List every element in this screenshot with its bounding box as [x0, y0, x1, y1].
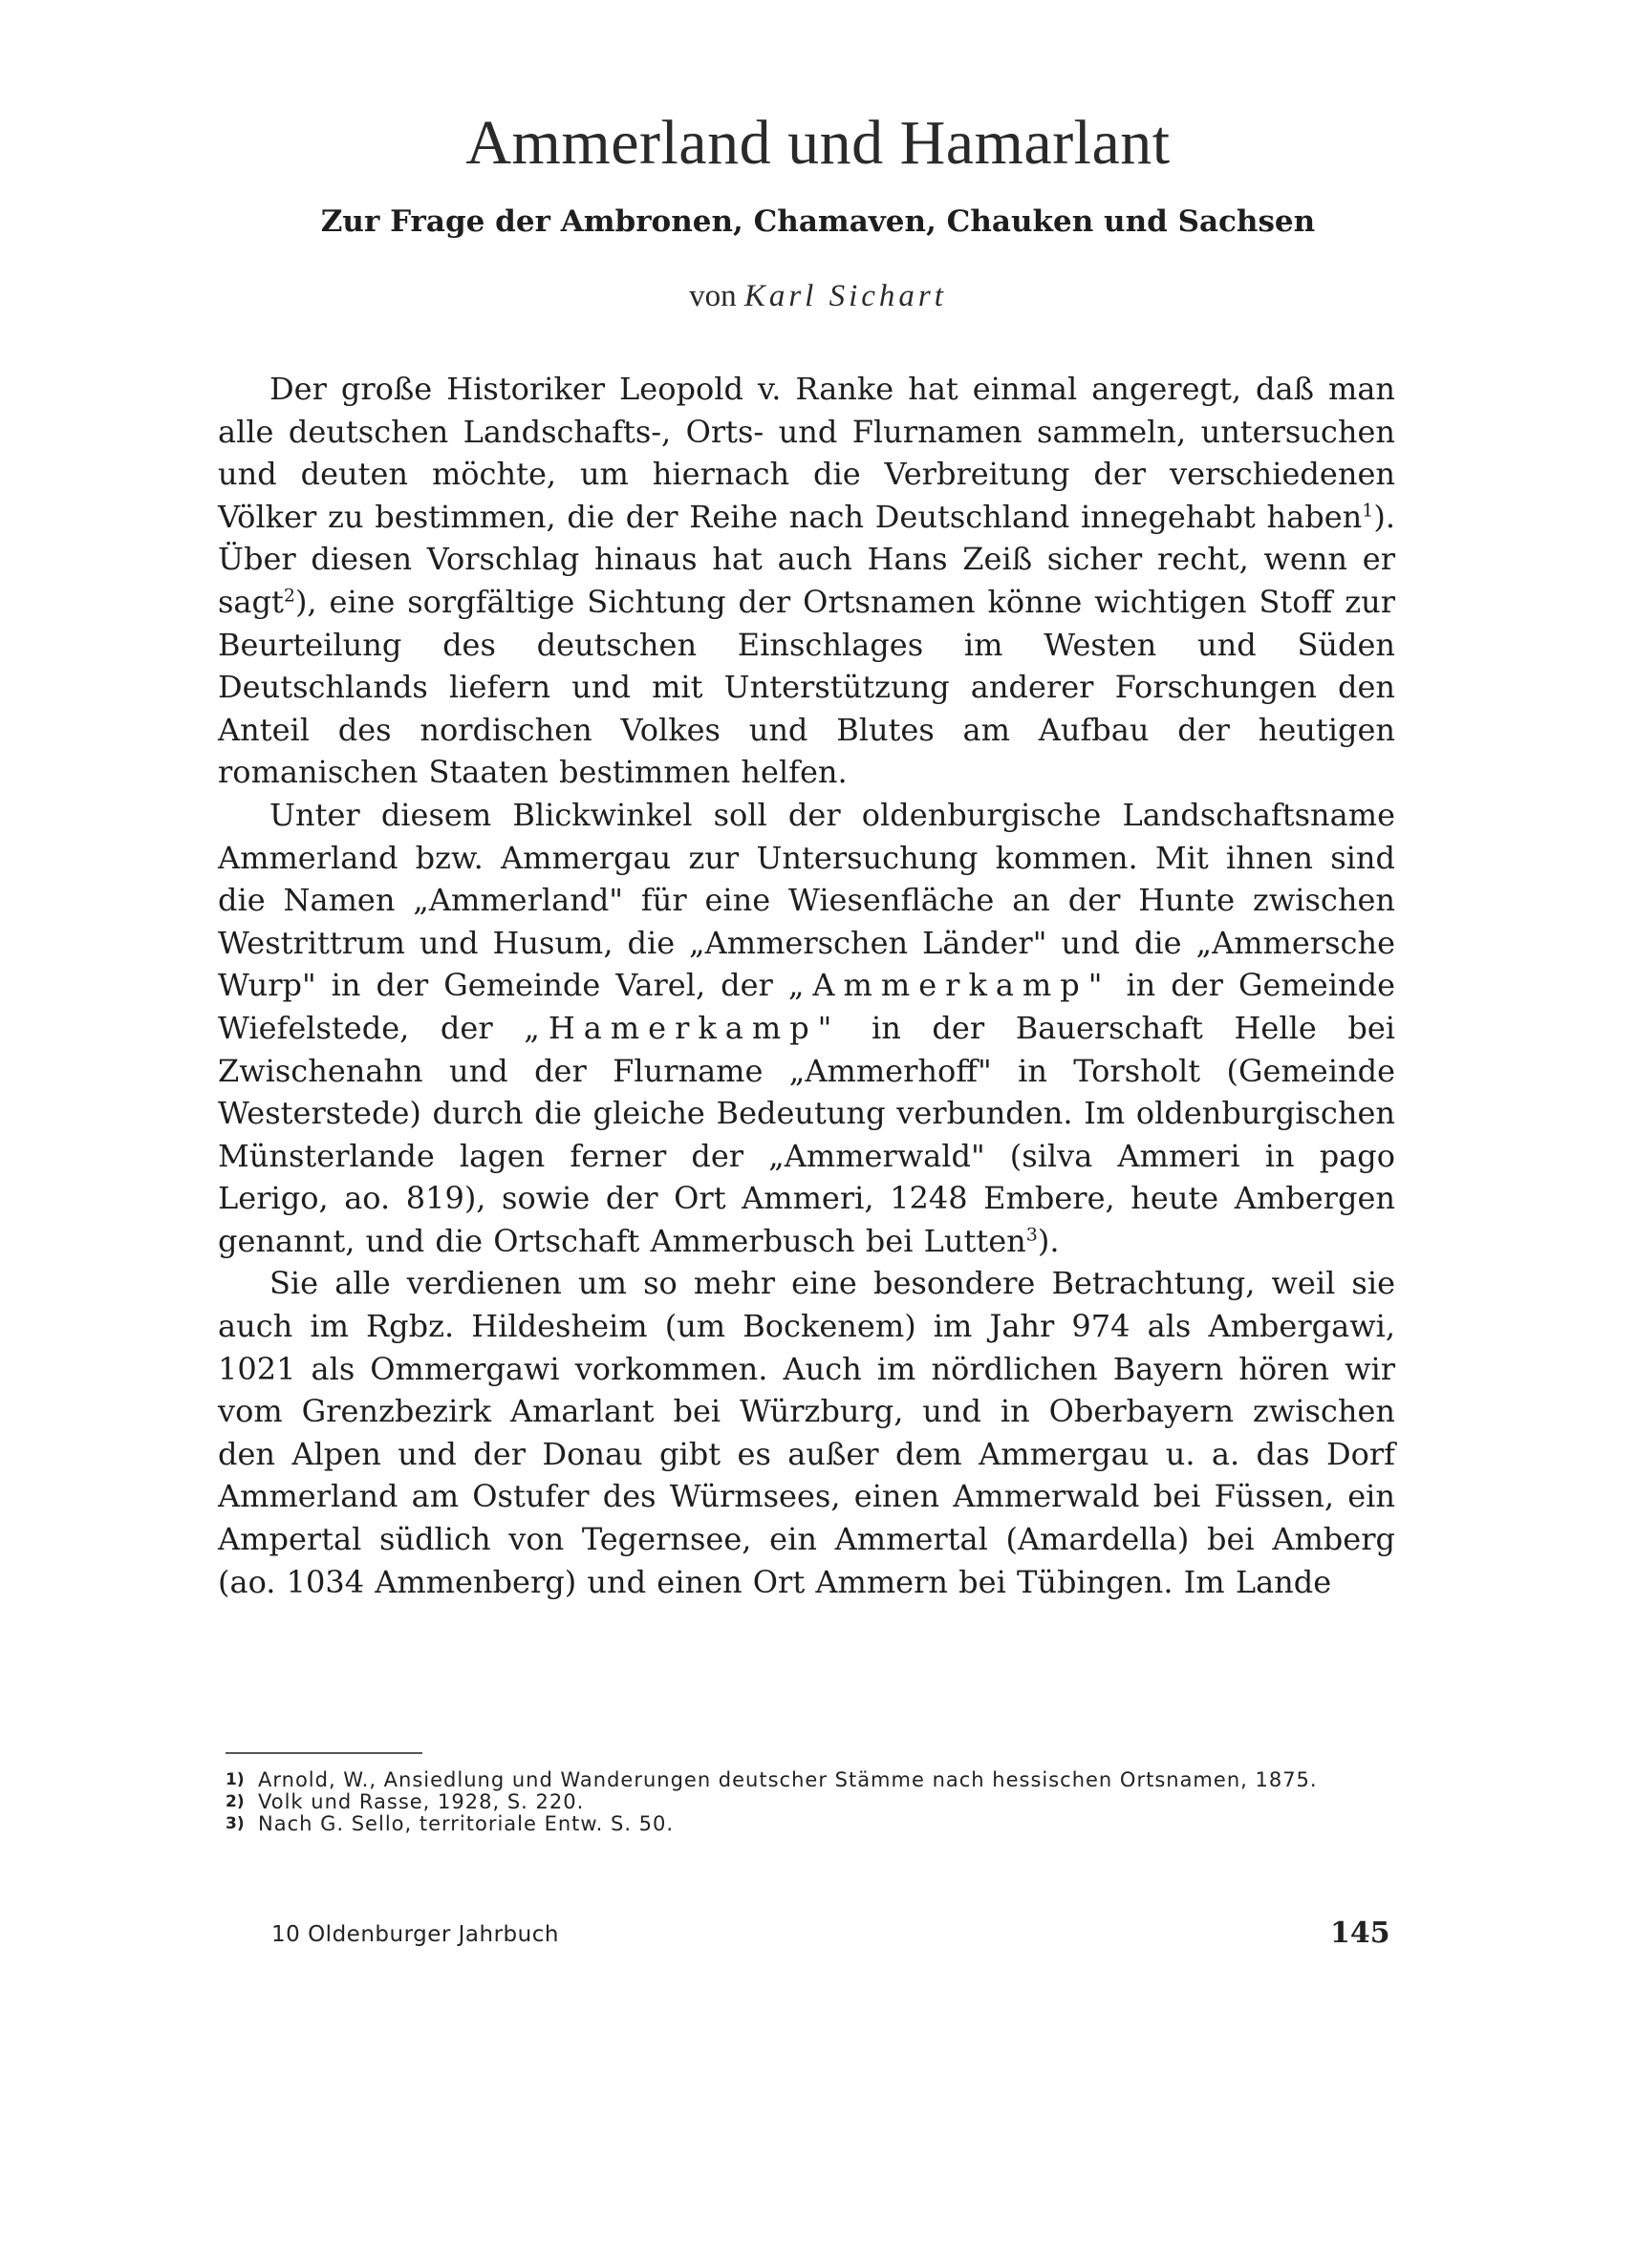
- footnote-mark: 3): [226, 1814, 245, 1833]
- paragraph-1-text-c: ), eine sorgfältige Sichtung der Ortsnamen könne wichtigen Stoff zur Beurteilung des deutschen Einschlages im Westen und Süden Deutschlands liefern und mit Unterstützung anderer Forschungen den Anteil des nordischen Volkes und Blutes am Aufbau der heutigen romanischen Staaten bestimmen helfen.: [218, 583, 1395, 791]
- footnote-text: Nach G. Sello, territoriale Entw. S. 50.: [258, 1812, 675, 1835]
- footnote-text: Arnold, W., Ansiedlung und Wanderungen deutscher Stämme nach hessischen Ortsnamen, 1875.: [258, 1768, 1318, 1791]
- footnote-1: [226, 1769, 1395, 1791]
- spaced-name-ammerkamp: „Ammerkamp": [787, 967, 1111, 1004]
- footnote-ref-3: 3: [1025, 1224, 1038, 1246]
- running-footer: 10 Oldenburger Jahrbuch: [271, 1922, 559, 1947]
- article-body: [218, 368, 1395, 1603]
- footnote-3: [226, 1813, 1395, 1835]
- footnote-mark: 2): [226, 1792, 245, 1811]
- footnotes: [226, 1769, 1395, 1835]
- footnote-ref-1: 1: [1362, 500, 1374, 522]
- paragraph-2: [218, 794, 1395, 1263]
- author-name: Karl Sichart: [743, 279, 947, 313]
- paragraph-2-text-b: in der Gemeinde Wiefelstede, der: [218, 967, 1396, 1046]
- paragraph-2-text-a: Unter diesem Blickwinkel soll der oldenburgische Landschaftsname Ammerland bzw. Ammergau zur Untersuchung kommen. Mit ihnen sind die Namen „Ammerland" für eine Wiesenfläche an der Hunte zwischen Westrittrum und Husum, die „Ammerschen Länder" und die „Ammersche Wurp" in der Gemeinde Varel, der: [218, 796, 1395, 1004]
- paragraph-1-text-a: Der große Historiker Leopold v. Ranke hat einmal angeregt, daß man alle deutschen Landschafts-, Orts- und Flurnamen sammeln, untersuchen und deuten möchte, um hiernach die Verbreitung der verschiedenen Völker zu bestimmen, die der Reihe nach Deutschland innegehabt haben: [218, 371, 1395, 535]
- paragraph-3: [218, 1262, 1395, 1603]
- page-number: 145: [1330, 1916, 1390, 1950]
- article-subtitle: Zur Frage der Ambronen, Chamaven, Chauken und Sachsen: [320, 204, 1316, 239]
- footnote-text: Volk und Rasse, 1928, S. 220.: [258, 1790, 585, 1813]
- spaced-name-hamerkamp: „Hamerkamp": [524, 1009, 841, 1046]
- paragraph-1: [218, 368, 1395, 794]
- paragraph-2-text-d: ).: [1037, 1222, 1060, 1259]
- footnote-divider: [226, 1752, 422, 1754]
- footnote-mark: 1): [226, 1770, 245, 1789]
- footnote-ref-2: 2: [283, 585, 295, 607]
- author-prefix: von: [689, 279, 737, 313]
- author-line: [0, 279, 1636, 314]
- footnote-2: [226, 1791, 1395, 1813]
- paragraph-2-text-c: in der Bauerschaft Helle bei Zwischenahn und der Flurname „Ammerhoff" in Torsholt (Gemeinde Westerstede) durch die gleiche Bedeutung verbunden. Im oldenburgischen Münsterlande lagen ferner der „Ammerwald" (silva Ammeri in pago Lerigo, ao. 819), sowie der Ort Ammeri, 1248 Embere, heute Ambergen genannt, und die Ortschaft Ammerbusch bei Lutten: [218, 1009, 1395, 1259]
- article-title: Ammerland und Hamarlant: [465, 108, 1171, 178]
- paragraph-3-text-a: Sie alle verdienen um so mehr eine besondere Betrachtung, weil sie auch im Rgbz. Hildesheim (um Bockenem) im Jahr 974 als Ambergawi, 1021 als Ommergawi vorkommen. Auch im nördlichen Bayern hören wir vom Grenzbezirk Amarlant bei Würzburg, und in Oberbayern zwischen den Alpen und der Donau gibt es außer dem Ammergau u. a. das Dorf Ammerland am Ostufer des Würmsees, einen Ammerwald bei Füssen, ein Ampertal südlich von Tegernsee, ein Ammertal (Amardella) bei Amberg (ao. 1034 Ammenberg) und einen Ort Ammern bei Tübingen. Im Lande: [218, 1265, 1395, 1600]
- paragraph-1-text-b: ). Über diesen Vorschlag hinaus hat auch Hans Zeiß sicher recht, wenn er sagt: [218, 498, 1395, 620]
